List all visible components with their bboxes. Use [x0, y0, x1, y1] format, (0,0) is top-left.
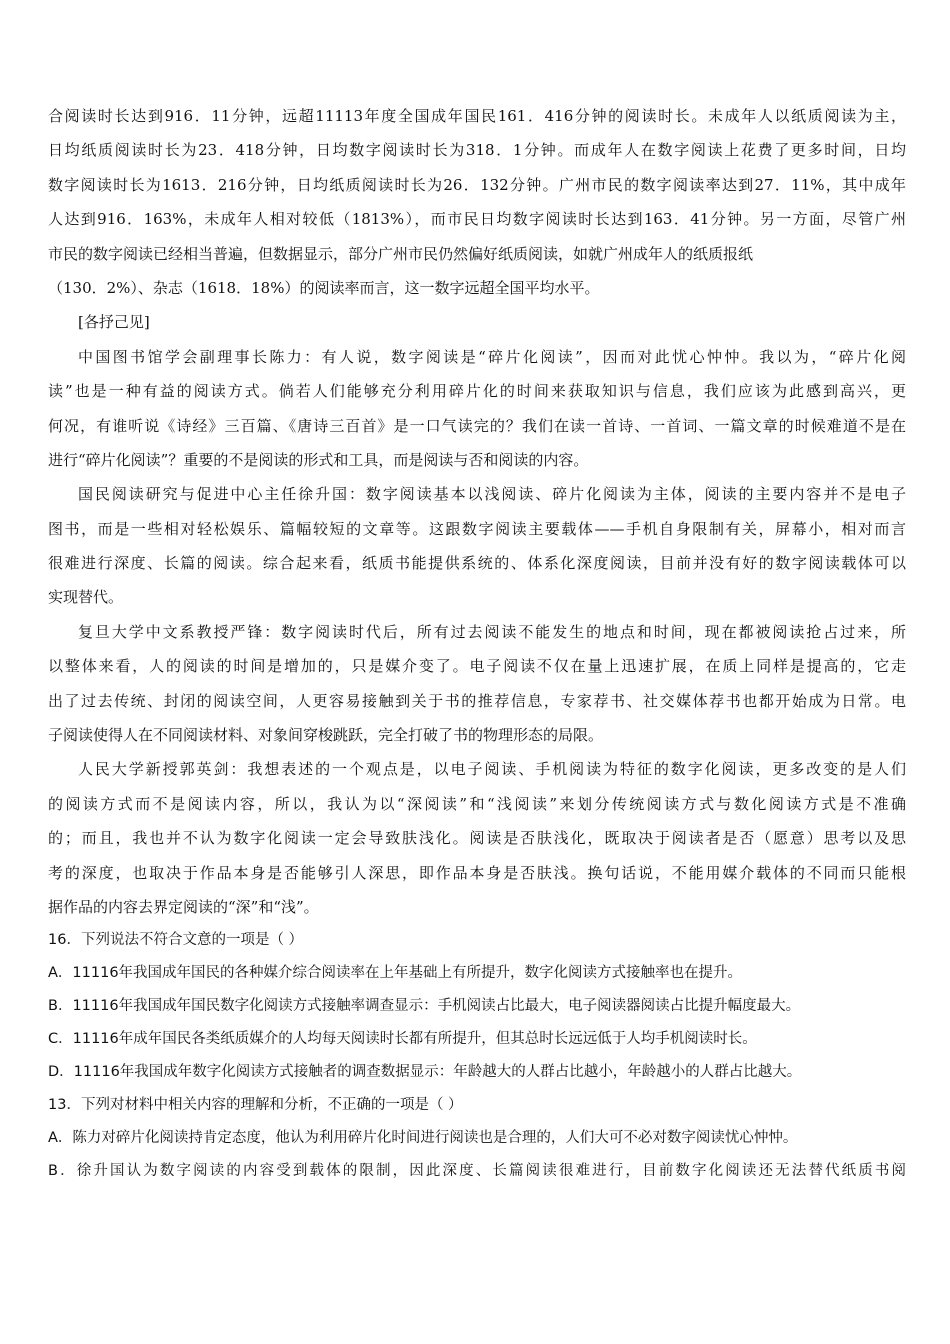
question-13: [48, 1089, 906, 1188]
option-a: A．陈力对碎片化阅读持肯定态度，他认为利用碎片化时间进行阅读也是合理的，人们大可不必对数字阅读忧心忡忡。: [48, 1130, 798, 1147]
text-line: 复旦大学中文系教授严锋：数字阅读时代后，所有过去阅读不能发生的地点和时间，现在都被阅读抢占过来，所: [78, 622, 906, 641]
text-line: 人民大学新授郭英剑：我想表述的一个观点是，以电子阅读、手机阅读为特征的数字化阅读，更多改变的是人们: [78, 760, 906, 779]
text-line: 以整体来看，人的阅读的时间是增加的，只是媒介变了。电子阅读不仅在量上迅速扩展，在质上同样是提高的，它走: [48, 657, 906, 676]
option-d: D．11116年我国成年数字化阅读方式接触者的调查数据显示：年龄越大的人群占比越小，年龄越小的人群占比越大。: [48, 1064, 802, 1081]
paragraph-yan-feng: [48, 615, 906, 753]
text-line: 何况，有谁听说《诗经》三百篇、《唐诗三百首》是一口气读完的？我们在读一首诗、一首词、一篇文章的时候难道不是在: [48, 416, 906, 435]
text-line: 国民阅读研究与促进中心主任徐升国：数字阅读基本以浅阅读、碎片化阅读为主体，阅读的主要内容并不是电子: [78, 485, 906, 504]
text-line: 日均纸质阅读时长为23．418分钟，日均数字阅读时长为318．1分钟。而成年人在数字阅读上花费了更多时间，日均: [48, 141, 906, 160]
text-line: 读”也是一种有益的阅读方式。倘若人们能够充分利用碎片化的时间来获取知识与信息，我们应该为此感到高兴，更: [48, 382, 906, 401]
paragraph-guo-yingjian: [48, 752, 906, 924]
document-page: [48, 99, 906, 1188]
text-line: 中国图书馆学会副理事长陈力：有人说，数字阅读是“碎片化阅读”，因而对此忧心忡忡。我以为，“碎片化阅: [78, 347, 906, 366]
text-line: 考的深度，也取决于作品本身是否能够引人深思，即作品本身是否肤浅。换句话说，不能用媒介载体的不同而只能根: [48, 863, 906, 882]
option-b: B．徐升国认为数字阅读的内容受到载体的限制，因此深度、长篇阅读很难进行，目前数字化阅读还无法替代纸质书阅: [48, 1163, 906, 1180]
option-b: B．11116年我国成年国民数字化阅读方式接触率调查显示：手机阅读占比最大，电子阅读器阅读占比提升幅度最大。: [48, 998, 801, 1015]
paragraph-chen-li: [48, 340, 906, 478]
text-line: 出了过去传统、封闭的阅读空间，人更容易接触到关于书的推荐信息，专家荐书、社交媒体荐书也都开始成为日常。电: [48, 691, 906, 710]
text-line: 市民的数字阅读已经相当普遍，但数据显示，部分广州市民仍然偏好纸质阅读，如就广州成年人的纸质报纸: [48, 244, 754, 263]
text-line: 子阅读使得人在不同阅读材料、对象间穿梭跳跃，完全打破了书的物理形态的局限。: [48, 726, 604, 745]
text-line: 进行“碎片化阅读”？重要的不是阅读的形式和工具，而是阅读与否和阅读的内容。: [48, 450, 589, 469]
paragraph-statistics: [48, 99, 906, 305]
question-16: [48, 924, 906, 1089]
text-line: 很难进行深度、长篇的阅读。综合起来看，纸质书能提供系统的、体系化深度阅读，目前并没有好的数字阅读载体可以: [48, 554, 906, 573]
text-line: 的；而且，我也并不认为数字化阅读一定会导致肤浅化。阅读是否肤浅化，既取决于阅读者是否（愿意）思考以及思: [48, 829, 906, 848]
text-line: 图书，而是一些相对轻松娱乐、篇幅较短的文章等。这跟数字阅读主要载体——手机自身限制有关，屏幕小，相对而言: [48, 519, 906, 538]
text-line: 的阅读方式而不是阅读内容，所以，我认为以“深阅读”和“浅阅读”来划分传统阅读方式与数化阅读方式是不准确: [48, 794, 906, 813]
option-c: C．11116年成年国民各类纸质媒介的人均每天阅读时长都有所提升，但其总时长远远低于人均手机阅读时长。: [48, 1031, 757, 1048]
text-line: 实现替代。: [48, 588, 124, 607]
question-stem: 16．下列说法不符合文意的一项是（ ）: [48, 932, 304, 949]
text-line: 数字阅读时长为1613．216分钟，日均纸质阅读时长为26．132分钟。广州市民的数字阅读率达到27．11%，其中成年: [48, 175, 906, 194]
text-line: 合阅读时长达到916．11分钟，远超11113年度全国成年国民161．416分钟的阅读时长。未成年人以纸质阅读为主，: [48, 107, 906, 125]
text-line: 据作品的内容去界定阅读的“深”和“浅”。: [48, 897, 319, 916]
text-line: 人达到916．163%，未成年人相对较低（1813%），而市民日均数字阅读时长达到163．41分钟。另一方面，尽管广州: [48, 210, 906, 229]
paragraph-xu-shengguo: [48, 477, 906, 615]
text-line: （130．2%）、杂志（1618．18%）的阅读率而言，这一数字远超全国平均水平。: [48, 278, 600, 297]
section-heading: [各抒己见]: [78, 313, 150, 332]
option-a: A．11116年我国成年国民的各种媒介综合阅读率在上年基础上有所提升，数字化阅读方式接触率也在提升。: [48, 965, 743, 982]
question-stem: 13．下列对材料中相关内容的理解和分析，不正确的一项是（ ）: [48, 1097, 463, 1114]
